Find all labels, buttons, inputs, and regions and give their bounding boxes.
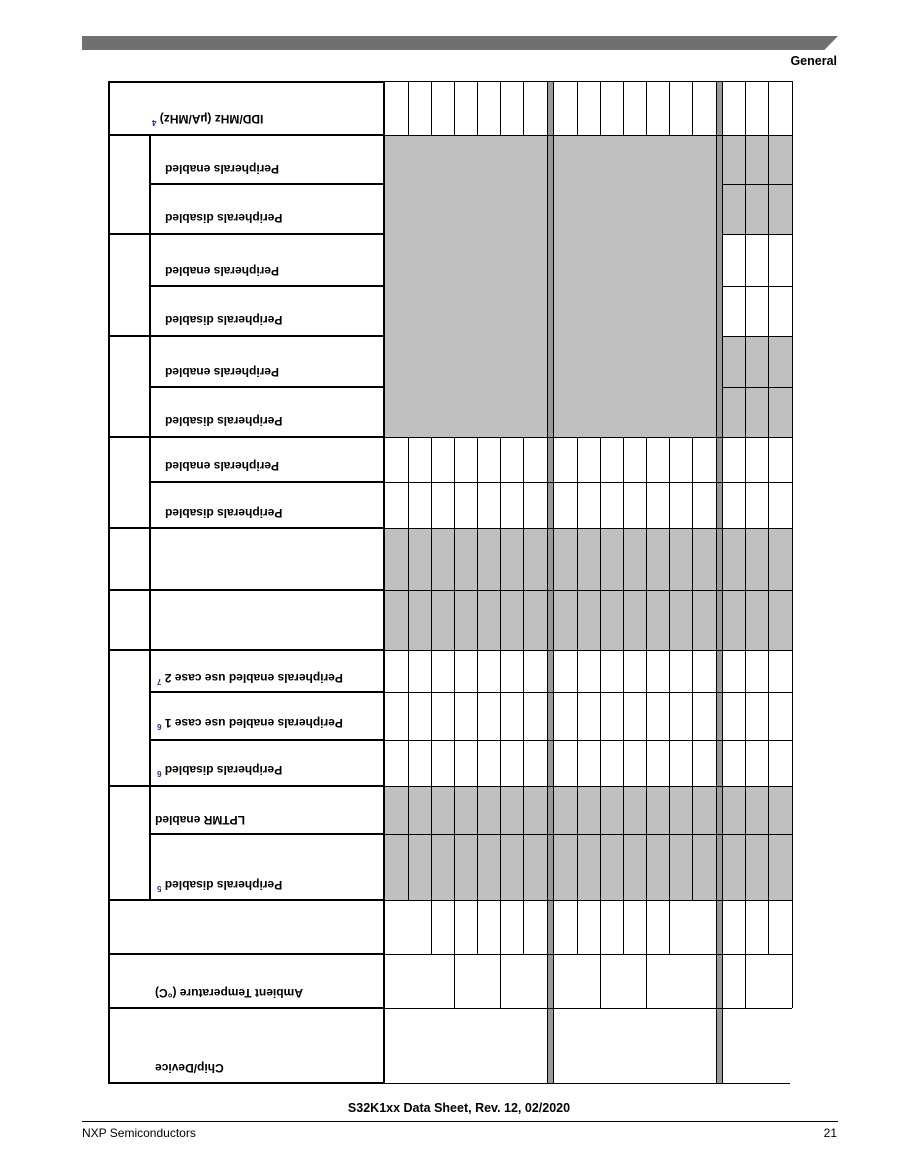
shaded-row-band-2	[385, 786, 792, 900]
page-number: 21	[823, 1126, 837, 1140]
footer-divider	[82, 1121, 838, 1122]
row-label: Peripherals enabled	[165, 459, 280, 473]
document-title: S32K1xx Data Sheet, Rev. 12, 02/2020	[347, 1101, 571, 1115]
chip-device-label: Chip/Device	[155, 1061, 224, 1075]
row-label: Peripherals disabled	[165, 211, 283, 225]
row-label: Peripherals enabled	[165, 162, 280, 176]
row-label: Peripherals disabled $^5$	[157, 878, 283, 893]
section-title: General	[790, 54, 837, 68]
row-label: Peripherals disabled	[165, 414, 283, 428]
header-bar	[82, 36, 838, 50]
row-label: Peripherals disabled	[165, 313, 283, 327]
shaded-row-band-1	[385, 528, 792, 650]
row-label: LPTMR enabled	[155, 813, 246, 827]
column-group-separator	[547, 81, 554, 1084]
row-label: Peripherals enabled	[165, 365, 280, 379]
row-label: Peripherals enabled use case 2 $^7$	[157, 671, 343, 686]
row-label: Peripherals disabled $^6$	[157, 763, 283, 778]
row-label: Peripherals enabled	[165, 264, 280, 278]
column-group-separator	[716, 81, 723, 1084]
idd-header-label: IDD/MHz (µA/MHz) $^4$	[152, 112, 264, 127]
row-label: Peripherals disabled	[165, 506, 283, 520]
company-name: NXP Semiconductors	[82, 1126, 196, 1140]
ambient-temperature-label: Ambient Temperature (°C)	[155, 986, 303, 1000]
row-label: Peripherals enabled use case 1 $^6$	[157, 716, 343, 731]
